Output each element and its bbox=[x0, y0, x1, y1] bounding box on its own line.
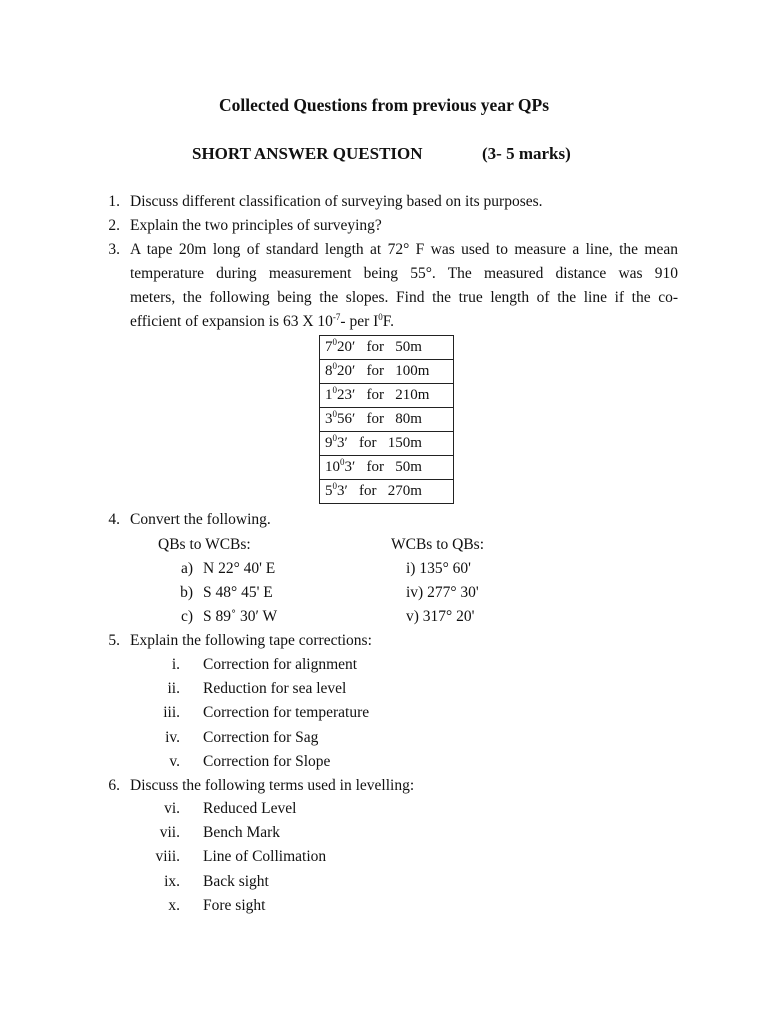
conversion-label: c) bbox=[180, 608, 193, 625]
section-heading-text: SHORT ANSWER QUESTION bbox=[192, 144, 423, 163]
degree-sup: 0 bbox=[332, 385, 337, 395]
slope-cell bbox=[320, 456, 454, 480]
slope-cell bbox=[320, 432, 454, 456]
list-item: Correction for Slope bbox=[203, 752, 331, 770]
roman-label: i. bbox=[171, 656, 180, 673]
slope-for: for bbox=[366, 387, 385, 403]
slope-cell bbox=[320, 384, 454, 408]
roman-label: ix. bbox=[164, 872, 180, 890]
list-item: Correction for Sag bbox=[203, 728, 319, 746]
question-number: 3. bbox=[108, 241, 120, 258]
slope-cell bbox=[320, 360, 454, 384]
question-3-line: A tape 20m long of standard length at 72° F was used to measure a line, the mean bbox=[130, 241, 678, 258]
section-heading bbox=[192, 144, 571, 164]
question-2-text: Explain the two principles of surveying? bbox=[130, 217, 382, 234]
roman-label: iv. bbox=[165, 728, 180, 746]
qb-bearing: S 89˚ 30′ W bbox=[203, 608, 278, 625]
slope-degrees: 3 bbox=[325, 411, 333, 427]
question-3-text bbox=[130, 238, 678, 334]
question-1-text: Discuss different classification of surveying based on its purposes. bbox=[130, 193, 543, 210]
slope-for: for bbox=[366, 459, 385, 475]
roman-label: viii. bbox=[155, 848, 180, 866]
roman-label: x. bbox=[168, 896, 180, 914]
slope-minutes: 3′ bbox=[344, 459, 356, 475]
slope-minutes: 56′ bbox=[337, 411, 356, 427]
slope-row bbox=[320, 480, 454, 504]
roman-label: vii. bbox=[159, 824, 180, 842]
roman-label: iii. bbox=[163, 704, 180, 722]
list-item: Correction for alignment bbox=[203, 656, 358, 673]
slope-row bbox=[320, 408, 454, 432]
wcb-bearing: i) 135° 60' bbox=[406, 560, 471, 577]
question-number: 1. bbox=[108, 193, 120, 210]
qb-to-wcb-heading: QBs to WCBs: bbox=[158, 536, 251, 553]
slope-degrees: 10 bbox=[325, 459, 340, 475]
wcb-to-qb-heading: WCBs to QBs: bbox=[391, 536, 485, 553]
wcb-bearing: v) 317° 20' bbox=[406, 608, 475, 625]
question-3-line: efficient of expansion is 63 X $10^{-7}-$ per $I^0F$. bbox=[130, 312, 395, 330]
slope-row bbox=[320, 336, 454, 360]
conversion-label: a) bbox=[180, 560, 193, 577]
degree-sup: 0 bbox=[332, 433, 337, 443]
qb-bearing: S 48° 45' E bbox=[203, 584, 273, 601]
slope-cell bbox=[320, 336, 454, 360]
slope-minutes: 20′ bbox=[337, 363, 356, 379]
roman-label: ii. bbox=[167, 680, 180, 698]
slope-length: 50m bbox=[395, 459, 422, 475]
slope-row bbox=[320, 432, 454, 456]
conversion-label: b) bbox=[180, 584, 193, 601]
slope-minutes: 3′ bbox=[337, 435, 348, 451]
slope-length: 210m bbox=[395, 387, 430, 403]
slope-row bbox=[320, 360, 454, 384]
slope-degrees: 8 bbox=[325, 363, 333, 379]
degree-sup: 0 bbox=[332, 481, 337, 491]
slope-for: for bbox=[359, 435, 377, 451]
wcb-bearing: iv) 277° 30' bbox=[406, 584, 479, 601]
section-marks: (3- 5 marks) bbox=[482, 144, 571, 163]
slope-minutes: 3′ bbox=[337, 483, 348, 499]
question-6-text: Discuss the following terms used in levelling: bbox=[130, 777, 415, 794]
slope-length: 150m bbox=[387, 435, 422, 451]
slope-minutes: 23′ bbox=[337, 387, 356, 403]
slope-for: for bbox=[366, 363, 385, 379]
list-item: Reduced Level bbox=[203, 800, 297, 817]
question-3-line: meters, the following being the slopes. Find the true length of the line if the co- bbox=[130, 289, 678, 306]
slope-cell bbox=[320, 408, 454, 432]
slope-minutes: 20′ bbox=[337, 339, 356, 355]
question-number: 4. bbox=[108, 511, 120, 528]
question-5-text: Explain the following tape corrections: bbox=[130, 632, 372, 649]
slope-for: for bbox=[366, 411, 385, 427]
roman-label: v. bbox=[169, 752, 180, 770]
degree-sup: 0 bbox=[332, 361, 337, 371]
slope-length: 270m bbox=[387, 483, 422, 499]
degree-sup: 0 bbox=[332, 337, 337, 347]
slope-degrees: 1 bbox=[325, 387, 333, 403]
list-item: Reduction for sea level bbox=[203, 680, 347, 698]
question-4-text: Convert the following. bbox=[130, 511, 271, 528]
slope-length: 50m bbox=[395, 339, 422, 355]
degree-sup: 0 bbox=[332, 409, 337, 419]
slope-for: for bbox=[359, 483, 377, 499]
list-item: Correction for temperature bbox=[203, 704, 370, 722]
slope-cell bbox=[320, 480, 454, 504]
slope-degrees: 9 bbox=[325, 435, 333, 451]
question-number: 5. bbox=[108, 632, 120, 649]
page-title: Collected Questions from previous year QPs bbox=[218, 95, 550, 115]
list-item: Line of Collimation bbox=[203, 848, 327, 866]
roman-label: vi. bbox=[164, 800, 180, 817]
slope-degrees: 7 bbox=[325, 339, 333, 355]
list-item: Fore sight bbox=[203, 896, 266, 914]
slope-row bbox=[320, 456, 454, 480]
list-item: Back sight bbox=[203, 872, 269, 890]
slope-degrees: 5 bbox=[325, 483, 333, 499]
slope-length: 100m bbox=[395, 363, 430, 379]
exponent: -7 bbox=[332, 312, 341, 322]
slope-for: for bbox=[366, 339, 385, 355]
slope-length: 80m bbox=[395, 411, 422, 427]
qb-bearing: N 22° 40' E bbox=[203, 560, 276, 577]
question-number: 2. bbox=[108, 217, 120, 234]
question-number: 6. bbox=[108, 777, 120, 794]
question-3-line: temperature during measurement being 55°. The measured distance was 910 bbox=[130, 265, 678, 282]
degree-sup: 0 bbox=[378, 312, 383, 322]
list-item: Bench Mark bbox=[203, 824, 281, 842]
slopes-table bbox=[319, 335, 454, 504]
slope-row bbox=[320, 384, 454, 408]
degree-sup: 0 bbox=[340, 457, 345, 467]
